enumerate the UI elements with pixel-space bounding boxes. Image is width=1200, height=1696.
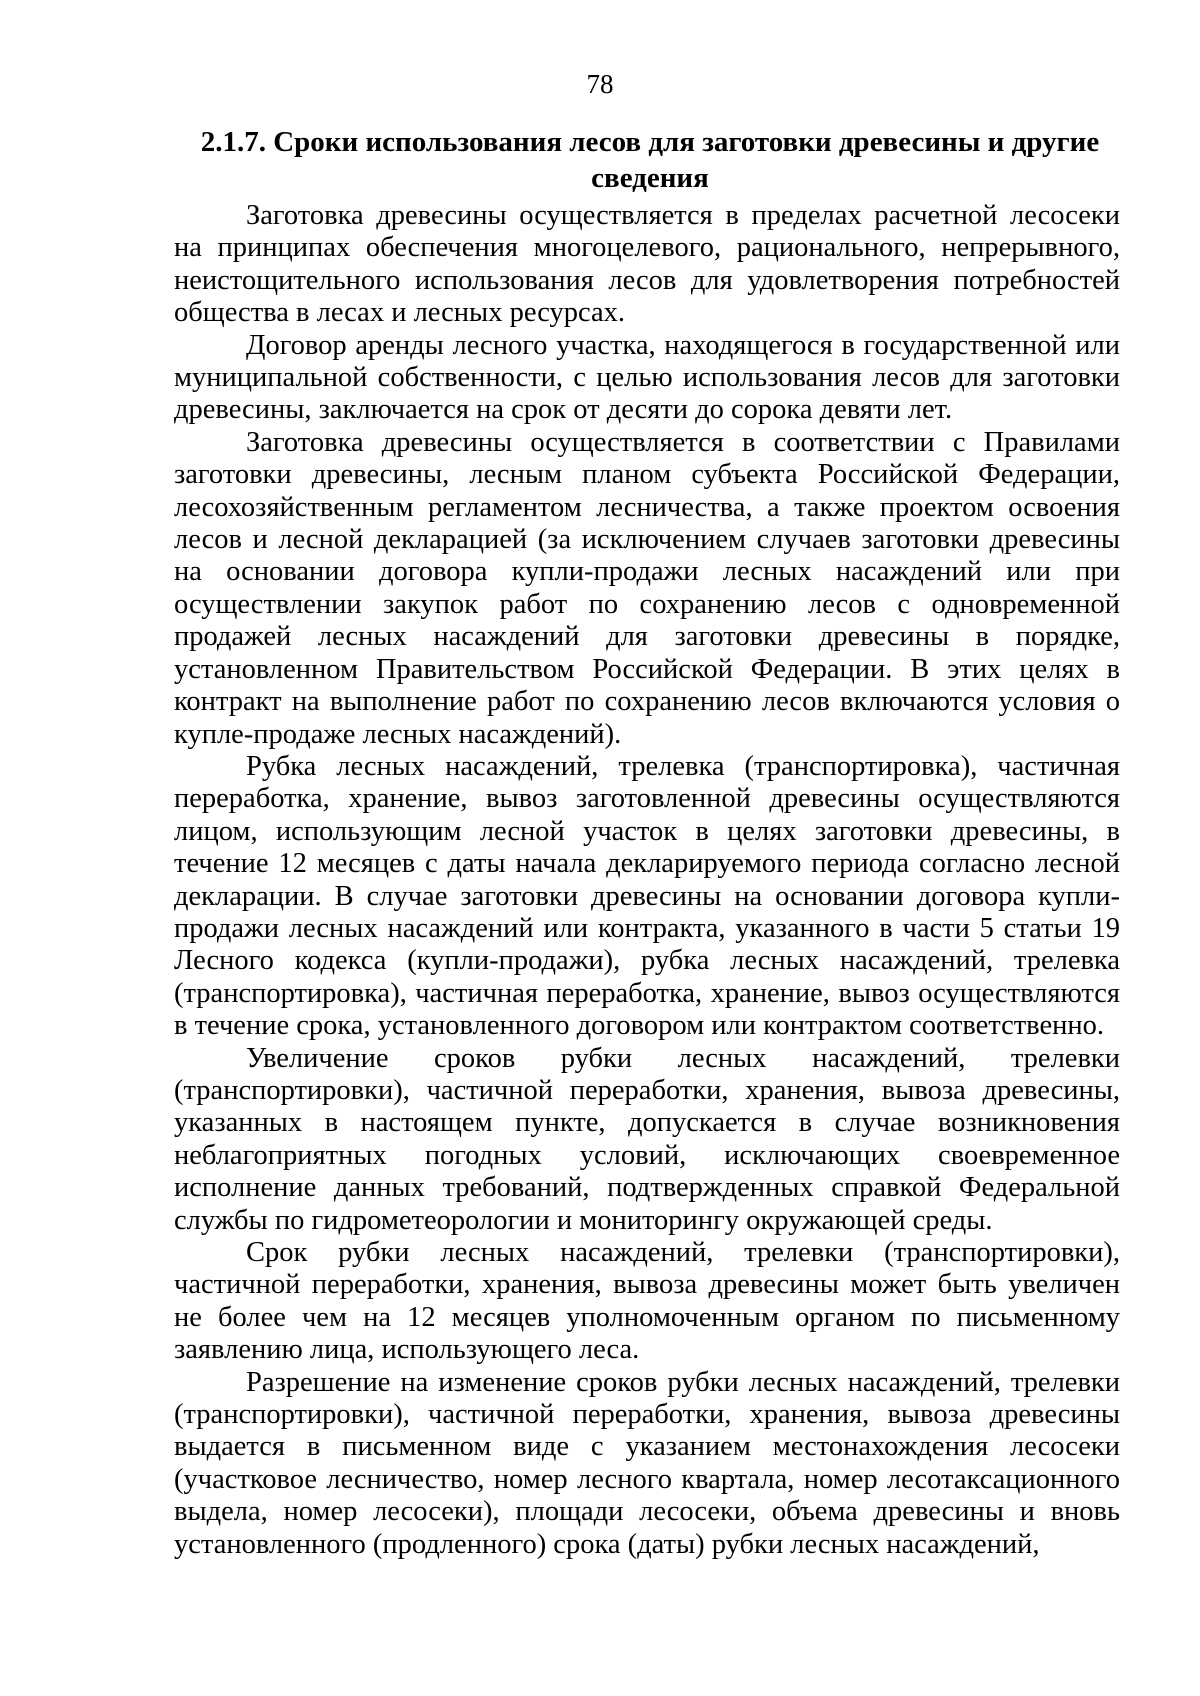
paragraph: Увеличение сроков рубки лесных насаждений, трелевки (транспортировки), частичной переработки, хранения, вывоза древесины, указанных в настоящем пункте, допускается в случае возникновения неблагоприятных погодных условий, исключающих своевременное исполнение данных требований, подтвержденных справкой Федеральной службы по гидрометеорологии и мониторингу окружающей среды. — [174, 1042, 1120, 1236]
paragraph: Заготовка древесины осуществляется в пределах расчетной лесосеки на принципах обеспечения многоцелевого, рационального, непрерывного, неистощительного использования лесов для удовлетворения потребностей общества в лесах и лесных ресурсах. — [174, 200, 1120, 329]
paragraph: Срок рубки лесных насаждений, трелевки (транспортировки), частичной переработки, хранения, вывоза древесины может быть увеличен не более чем на 12 месяцев уполномоченным органом по письменному заявлению лица, использующего леса. — [174, 1237, 1120, 1366]
paragraph: Разрешение на изменение сроков рубки лесных насаждений, трелевки (транспортировки), частичной переработки, хранения, вывоза древесины выдается в письменном виде с указанием местонахождения лесосеки (участковое лесничество, номер лесного квартала, номер лесотаксационного выдела, номер лесосеки), площади лесосеки, объема древесины и вновь установленного (продленного) срока (даты) рубки лесных насаждений, — [174, 1366, 1120, 1560]
page-number: 78 — [586, 69, 614, 99]
paragraph: Заготовка древесины осуществляется в соответствии с Правилами заготовки древесины, лесным планом субъекта Российской Федерации, лесохозяйственным регламентом лесничества, а также проектом освоения лесов и лесной декларацией (за исключением случаев заготовки древесины на основании договора купли-продажи лесных насаждений или при осуществлении закупок работ по сохранению лесов с одновременной продажей лесных насаждений для заготовки древесины в порядке, установленном Правительством Российской Федерации. В этих целях в контракт на выполнение работ по сохранению лесов включаются условия о купле-продаже лесных насаждений). — [174, 426, 1120, 750]
paragraph: Договор аренды лесного участка, находящегося в государственной или муниципальной собственности, с целью использования лесов для заготовки древесины, заключается на срок от десяти до сорока девяти лет. — [174, 329, 1120, 426]
paragraph: Рубка лесных насаждений, трелевка (транспортировка), частичная переработка, хранение, вывоз заготовленной древесины осуществляются лицом, использующим лесной участок в целях заготовки древесины, в течение 12 месяцев с даты начала декларируемого периода согласно лесной декларации. В случае заготовки древесины на основании договора купли-продажи лесных насаждений или контракта, указанного в части 5 статьи 19 Лесного кодекса (купли-продажи), рубка лесных насаждений, трелевка (транспортировка), частичная переработка, хранение, вывоз осуществляются в течение срока, установленного договором или контрактом соответственно. — [174, 750, 1120, 1042]
body-text — [174, 200, 1120, 1561]
section-heading: 2.1.7. Сроки использования лесов для заготовки древесины и другие сведения — [200, 126, 1100, 194]
